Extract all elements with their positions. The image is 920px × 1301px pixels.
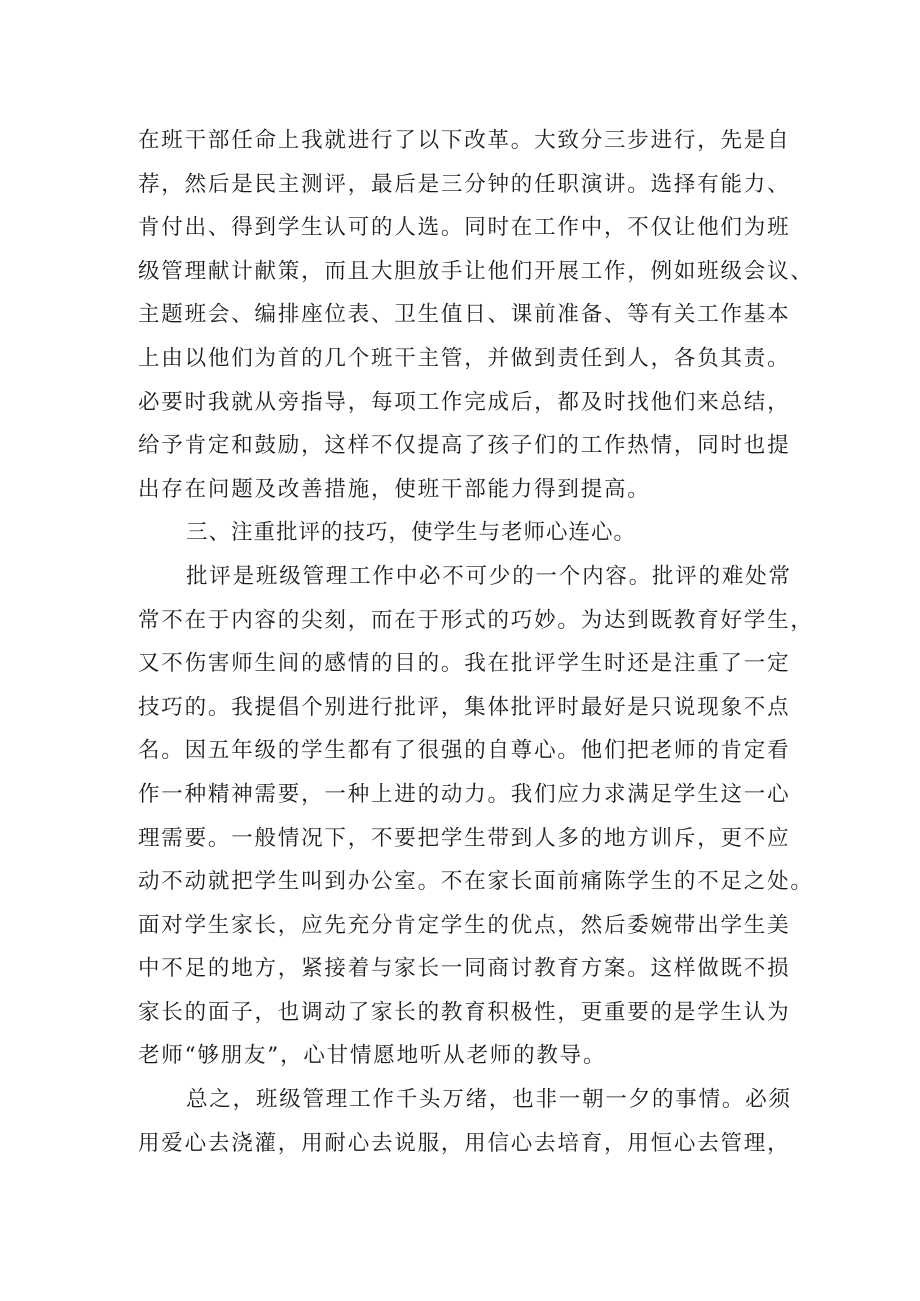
text-line: 在班干部任命上我就进行了以下改革。大致分三步进行，先是自 — [138, 128, 791, 153]
text-line: 给予肯定和鼓励，这样不仅提高了孩子们的工作热情，同时也提 — [138, 433, 791, 459]
paragraph-criticism — [138, 555, 814, 1078]
text-line: 肯付出、得到学生认可的人选。同时在工作中，不仅让他们为班 — [138, 215, 791, 241]
text-line: 动不动就把学生叫到办公室。不在家长面前痛陈学生的不足之处。 — [138, 869, 814, 895]
text-line: 级管理献计献策，而且大胆放手让他们开展工作，例如班级会议、 — [138, 258, 814, 284]
text-line: 老师“够朋友”，心甘情愿地听从老师的教导。 — [138, 1043, 607, 1069]
text-line: 荐，然后是民主测评，最后是三分钟的任职演讲。选择有能力、 — [138, 171, 791, 197]
section-heading: 三、注重批评的技巧，使学生与老师心连心。 — [186, 520, 637, 546]
text-line: 又不伤害师生间的感情的目的。我在批评学生时还是注重了一定 — [138, 651, 791, 677]
text-line: 作一种精神需要，一种上进的动力。我们应力求满足学生这一心 — [138, 781, 791, 807]
text-line: 面对学生家长，应先充分肯定学生的优点，然后委婉带出学生美 — [138, 912, 791, 938]
text-line: 总之，班级管理工作千头万绪，也非一朝一夕的事情。必须 — [186, 1087, 792, 1113]
document-body — [138, 119, 814, 1165]
text-line: 技巧的。我提倡个别进行批评，集体批评时最好是只说现象不点 — [138, 694, 791, 720]
paragraph-summary — [138, 1078, 798, 1165]
text-line: 出存在问题及改善措施，使班干部能力得到提高。 — [138, 476, 651, 502]
text-line: 必要时我就从旁指导，每项工作完成后，都及时找他们来总结， — [138, 389, 791, 415]
text-line: 理需要。一般情况下，不要把学生带到人多的地方训斥，更不应 — [138, 825, 791, 851]
text-line: 家长的面子，也调动了家长的教育积极性，更重要的是学生认为 — [138, 999, 791, 1025]
text-line: 名。因五年级的学生都有了很强的自尊心。他们把老师的肯定看 — [138, 738, 791, 764]
text-line: 上由以他们为首的几个班干主管，并做到责任到人，各负其责。 — [138, 345, 791, 371]
text-line: 批评是班级管理工作中必不可少的一个内容。批评的难处常 — [186, 563, 792, 589]
paragraph-class-officers — [138, 119, 814, 511]
text-line: 用爱心去浇灌，用耐心去说服，用信心去培育，用恒心去管理， — [138, 1130, 791, 1156]
text-line: 主题班会、编排座位表、卫生值日、课前准备、等有关工作基本 — [138, 302, 791, 328]
text-line: 中不足的地方，紧接着与家长一同商讨教育方案。这样做既不损 — [138, 956, 791, 982]
text-line: 常不在于内容的尖刻，而在于形式的巧妙。为达到既教育好学生， — [138, 607, 814, 633]
